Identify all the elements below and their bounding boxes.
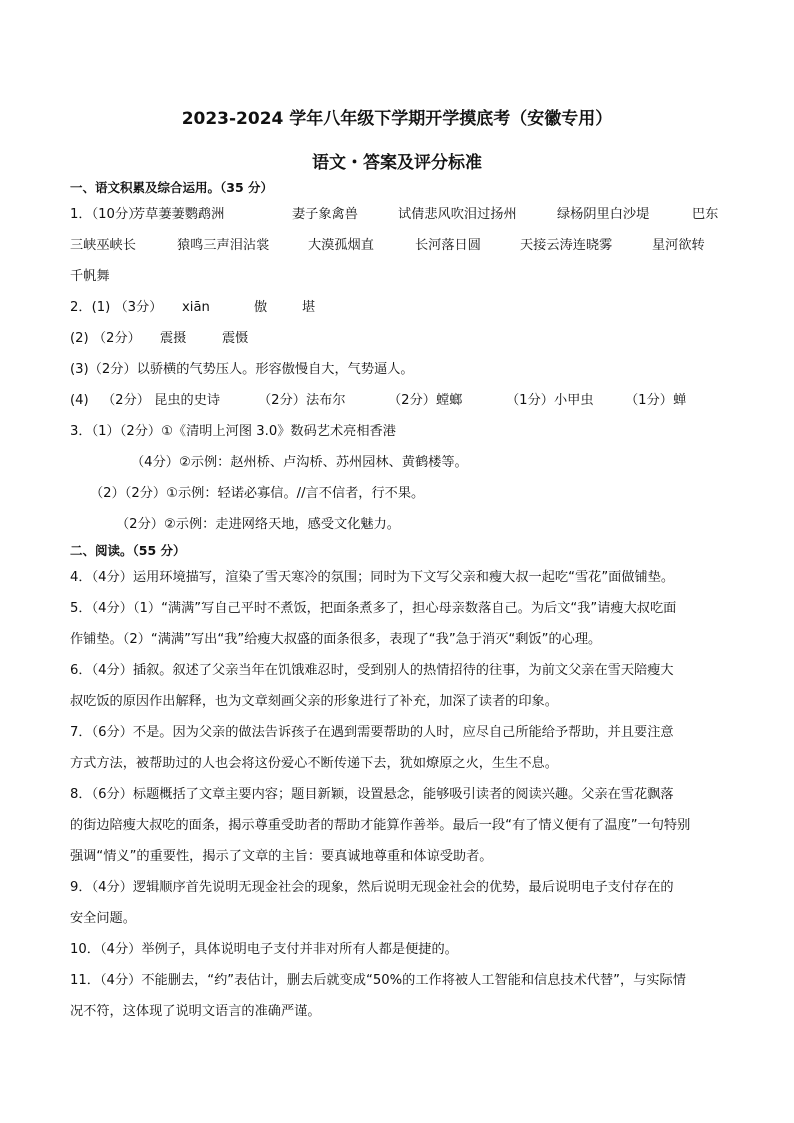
q1-answer: 天接云涛连晓雾	[520, 238, 613, 253]
q2-p2-label: (2) （2分）	[70, 331, 141, 346]
section-heading-2: 二、阅读。（55 分）	[70, 543, 186, 558]
q2-p2-item: 震摄	[160, 331, 187, 346]
q2-p4-item: （1分）小甲虫	[506, 393, 594, 408]
answer-line: 9．（4分）逻辑顺序首先说明无现金社会的现象，然后说明无现金社会的优势，最后说明电子支付存在的	[70, 880, 674, 895]
q1-answer: 长河落日圆	[415, 238, 481, 253]
q2-p4-item: （2分）螳螂	[388, 393, 463, 408]
page-subtitle: 语文・答案及评分标准	[312, 153, 482, 173]
answer-line: 7．（6分）不是。因为父亲的做法告诉孩子在遇到需要帮助的人时，应尽自己所能给予帮助，并且要注意	[70, 725, 674, 740]
q2-p2-item: 震慑	[222, 331, 249, 346]
q1-answer: 三峡巫峡长	[70, 238, 136, 253]
q1-label: 1．（10分）	[70, 207, 142, 222]
q2-part-3: (3)（2分）以骄横的气势压人。形容傲慢自大，气势逼人。	[70, 362, 414, 377]
q1-answer: 猿鸣三声泪沾裳	[177, 238, 270, 253]
q2-p1-item: 傲	[254, 300, 268, 315]
section-heading-1: 一、语文积累及综合运用。（35 分）	[70, 180, 273, 195]
answer-line: 作铺垫。（2）“满满”写出“我”给瘦大叔盛的面条很多，表现了“我”急于消灭“剩饭”的心理。	[70, 632, 602, 647]
q1-answer: 大漠孤烟直	[308, 238, 374, 253]
answer-line: 11．（4分）不能删去，“约”表估计，删去后就变成“50%的工作将被人工智能和信息技术代替”，与实际情	[70, 973, 686, 988]
q3-line-2: （4分）②示例：赵州桥、卢沟桥、苏州园林、黄鹤楼等。	[131, 455, 468, 470]
answer-line: 8．（6分）标题概括了文章主要内容；题目新颖，设置悬念，能够吸引读者的阅读兴趣。父亲在雪花飘落	[70, 787, 674, 802]
q3-line-1: 3．（1）（2分）①《清明上河图 3.0》数码艺术亮相香港	[70, 424, 396, 439]
q2-p1-item: xiān	[182, 300, 210, 315]
answer-line: 况不符，这体现了说明文语言的准确严谨。	[70, 1004, 321, 1019]
q1-answer: 巴东	[692, 207, 719, 222]
q3-line-4: （2分）②示例：走进网络天地，感受文化魅力。	[116, 517, 400, 532]
answer-line: 10．（4分）举例子，具体说明电子支付并非对所有人都是便捷的。	[70, 942, 458, 957]
answer-line: 5．（4分）（1）“满满”写自己平时不煮饭，把面条煮多了，担心母亲数落自己。为后文“我”请瘦大叔吃面	[70, 601, 677, 616]
q2-p4-item: （2分）法布尔	[258, 393, 346, 408]
q2-part-4	[70, 391, 720, 411]
q2-p4-label: (4)	[70, 393, 89, 408]
q1-answer: 绿杨阴里白沙堤	[557, 207, 650, 222]
q1-answer: 芳草萋萋鹦鹉洲	[132, 207, 225, 222]
q2-p1-label: 2．(1) （3分）	[70, 300, 163, 315]
answer-line: 方式方法，被帮助过的人也会将这份爱心不断传递下去，犹如燎原之火，生生不息。	[70, 756, 558, 771]
q1-row-1	[70, 205, 720, 225]
q1-answer: 星河欲转	[652, 238, 705, 253]
q2-p4-item: （2分） 昆虫的史诗	[102, 393, 221, 408]
answer-line: 4．（4分）运用环境描写，渲染了雪天寒冷的氛围；同时为下文写父亲和瘦大叔一起吃“雪花”面做铺垫。	[70, 570, 675, 585]
q3-line-3: （2）（2分）①示例：轻诺必寡信。//言不信者，行不果。	[90, 486, 425, 501]
answer-line: 叔吃饭的原因作出解释，也为文章刻画父亲的形象进行了补充，加深了读者的印象。	[70, 694, 558, 709]
q1-row-3: 千帆舞	[70, 269, 110, 284]
answer-line: 安全问题。	[70, 911, 136, 926]
answer-line: 的街边陪瘦大叔吃的面条，揭示尊重受助者的帮助才能算作善举。最后一段“有了情义便有了温度”一句特别	[70, 818, 691, 833]
answer-line: 6．（4分）插叙。叙述了父亲当年在饥饿难忍时，受到别人的热情招待的往事，为前文父亲在雪天陪瘦大	[70, 663, 674, 678]
q2-part-2	[70, 329, 720, 349]
q2-p4-item: （1分）蝉	[625, 393, 687, 408]
answer-line: 强调“情义”的重要性，揭示了文章的主旨：要真诚地尊重和体谅受助者。	[70, 849, 493, 864]
q2-part-1	[70, 298, 720, 318]
page-title: 2023-2024 学年八年级下学期开学摸底考（安徽专用）	[181, 109, 613, 129]
q1-answer: 妻子象禽兽	[292, 207, 358, 222]
q2-p1-item: 堪	[302, 300, 316, 315]
q1-answer: 试倩悲风吹泪过扬州	[398, 207, 517, 222]
